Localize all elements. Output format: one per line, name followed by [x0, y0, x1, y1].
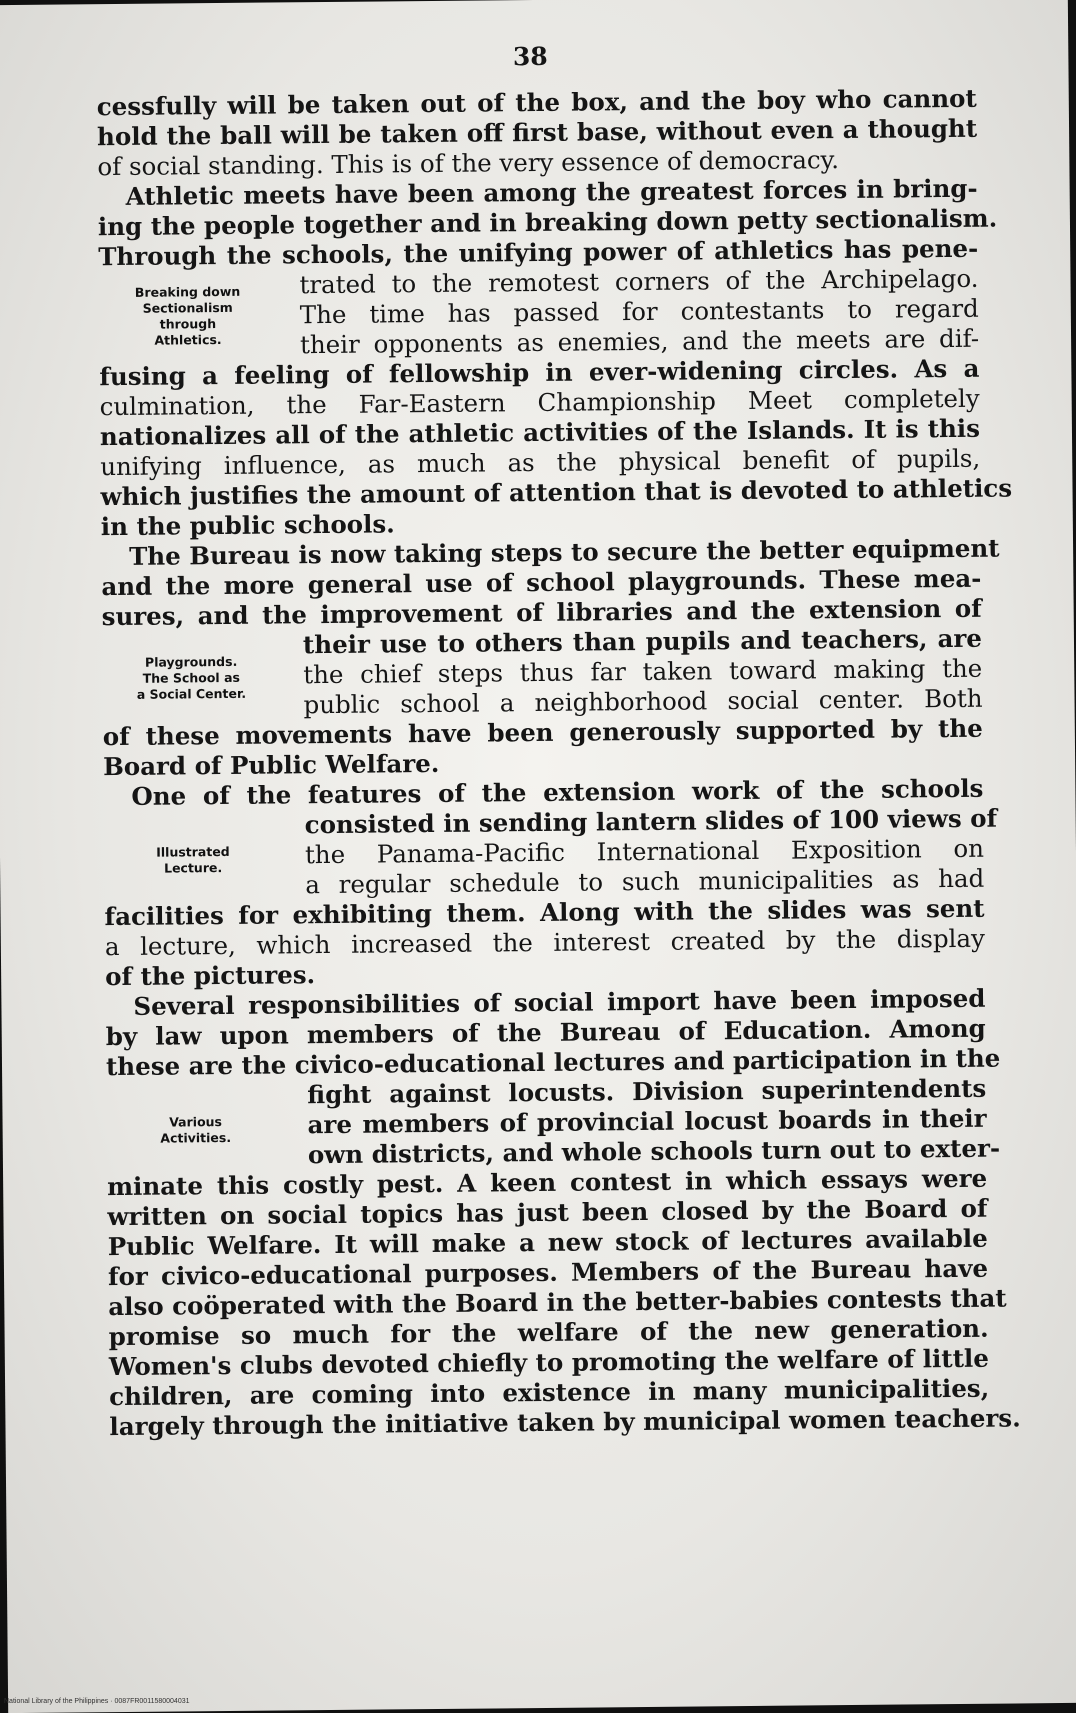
text-line: their use to others than pupils and teachers, are: [303, 624, 982, 661]
margin-note-line: Lecture.: [118, 860, 268, 877]
page-number: 38: [0, 37, 1068, 76]
margin-note-various-activities: [120, 1114, 270, 1147]
margin-note-line: through: [113, 316, 263, 333]
text-line: of the pictures.: [105, 954, 985, 992]
text-line: a regular schedule to such municipalities as had: [305, 864, 984, 901]
margin-note-line: Sectionalism: [113, 300, 263, 317]
text-line: Athletic meets have been among the greatest forces in bring-: [126, 174, 978, 212]
margin-note-line: The School as: [116, 670, 266, 687]
text-line: and the more general use of school playgrounds. These mea-: [101, 564, 981, 602]
margin-note-line: Various: [120, 1114, 270, 1131]
text-line: in the public schools.: [101, 504, 981, 542]
text-line: ing the people together and in breaking down petty sectionalism.: [98, 204, 978, 242]
text-line: largely through the initiative taken by municipal women teachers.: [109, 1404, 989, 1442]
text-line: sures, and the improvement of libraries and the extension of: [102, 594, 982, 632]
margin-note-playgrounds: [116, 654, 266, 703]
text-line: minate this costly pest. A keen contest in which essays were: [107, 1164, 987, 1202]
margin-note-line: Illustrated: [118, 844, 268, 861]
margin-note-line: Playgrounds.: [116, 654, 266, 671]
scan-footer: National Library of the Philippines · 0087FR0011580004031: [4, 1698, 190, 1705]
text-line: of social standing. This is of the very essence of democracy.: [97, 144, 977, 182]
text-line: trated to the remotest corners of the Archipelago.: [299, 264, 978, 301]
text-line: their opponents as enemies, and the meets are dif-: [300, 324, 979, 361]
text-line: also coöperated with the Board in the better-babies contests that: [108, 1284, 988, 1322]
text-line: are members of provincial locust boards in their: [307, 1104, 986, 1141]
text-line: The time has passed for contestants to regard: [300, 294, 979, 331]
text-line: consisted in sending lantern slides of 100 views of: [305, 804, 984, 841]
text-line: Women's clubs devoted chiefly to promoting the welfare of little: [109, 1344, 989, 1382]
text-line: culmination, the Far-Eastern Championship Meet completely: [100, 384, 980, 422]
margin-note-breaking-down-sectionalism: [113, 284, 264, 349]
text-line: facilities for exhibiting them. Along with the slides was sent: [104, 894, 984, 932]
text-line: fusing a feeling of fellowship in ever-widening circles. As a: [99, 354, 979, 392]
margin-note-line: a Social Center.: [116, 686, 266, 703]
text-line: The Bureau is now taking steps to secure the better equipment: [129, 534, 981, 572]
text-line: Board of Public Welfare.: [103, 744, 983, 782]
text-line: Public Welfare. It will make a new stock of lectures available: [108, 1224, 988, 1262]
text-line: written on social topics has just been closed by the Board of: [107, 1194, 987, 1232]
text-line: promise so much for the welfare of the new generation.: [108, 1314, 988, 1352]
text-line: for civico-educational purposes. Members of the Bureau have: [108, 1254, 988, 1292]
text-line: own districts, and whole schools turn out to exter-: [308, 1134, 987, 1171]
text-line: which justifies the amount of attention that is devoted to athletics: [100, 474, 980, 512]
margin-note-line: Breaking down: [113, 284, 263, 301]
text-line: the chief steps thus far taken toward making the: [303, 654, 982, 691]
margin-note-line: Athletics.: [113, 332, 263, 349]
text-line: One of the features of the extension work of the schools: [131, 774, 983, 812]
text-line: the Panama-Pacific International Exposition on: [305, 834, 984, 871]
text-line: cessfully will be taken out of the box, and the boy who cannot: [97, 84, 977, 122]
text-line: these are the civico-educational lectures and participation in the: [106, 1044, 986, 1082]
text-line: by law upon members of the Bureau of Education. Among: [106, 1014, 986, 1052]
text-line: unifying influence, as much as the physical benefit of pupils,: [100, 444, 980, 482]
text-line: fight against locusts. Division superintendents: [307, 1074, 986, 1111]
text-line: children, are coming into existence in many municipalities,: [109, 1374, 989, 1412]
text-line: public school a neighborhood social center. Both: [303, 684, 982, 721]
text-line: of these movements have been generously supported by the: [103, 714, 983, 752]
text-line: hold the ball will be taken off first base, without even a thought: [97, 114, 977, 152]
text-line: nationalizes all of the athletic activities of the Islands. It is this: [100, 414, 980, 452]
text-line: a lecture, which increased the interest created by the display: [105, 924, 985, 962]
margin-note-line: Activities.: [121, 1130, 271, 1147]
text-line: Through the schools, the unifying power of athletics has pene-: [98, 234, 978, 272]
text-line: Several responsibilities of social import have been imposed: [133, 984, 985, 1022]
margin-note-illustrated-lecture: [118, 844, 268, 877]
